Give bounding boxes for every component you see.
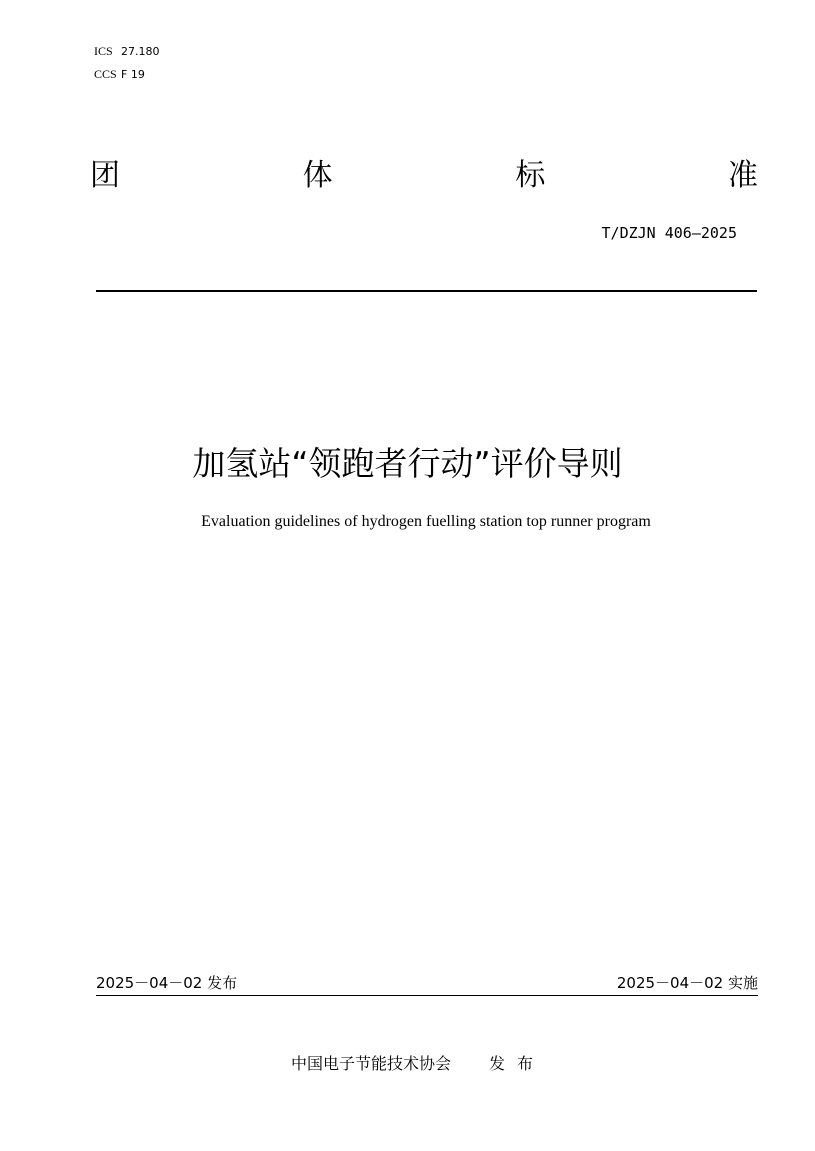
publisher-action: 发布	[489, 1054, 546, 1073]
standard-code: T/DZJN 406—2025	[601, 224, 737, 242]
bottom-divider	[96, 995, 758, 996]
ics-row	[94, 40, 160, 63]
publisher-name: 中国电子节能技术协会	[290, 1054, 451, 1073]
ics-label: ICS	[94, 44, 113, 58]
release-date: 2025－04－02 发布	[96, 974, 238, 992]
standard-type-char: 团	[90, 158, 120, 193]
document-title-english: Evaluation guidelines of hydrogen fuelling station top runner program	[201, 513, 651, 530]
standard-type-char: 标	[515, 158, 546, 193]
publisher-line	[0, 1053, 815, 1075]
standard-type-char: 体	[302, 158, 333, 193]
date-row	[96, 972, 758, 994]
classification-block	[94, 40, 160, 86]
ccs-label: CCS	[94, 67, 117, 81]
ics-value: 27.180	[121, 45, 160, 58]
ccs-value: F 19	[121, 68, 145, 81]
implementation-date: 2025－04－02 实施	[616, 974, 758, 992]
ccs-row	[94, 63, 160, 86]
standard-type-char: 准	[727, 158, 758, 193]
top-divider	[96, 290, 757, 292]
document-title-chinese: 加氢站“领跑者行动”评价导则	[192, 444, 623, 483]
standard-type-heading	[90, 156, 758, 196]
